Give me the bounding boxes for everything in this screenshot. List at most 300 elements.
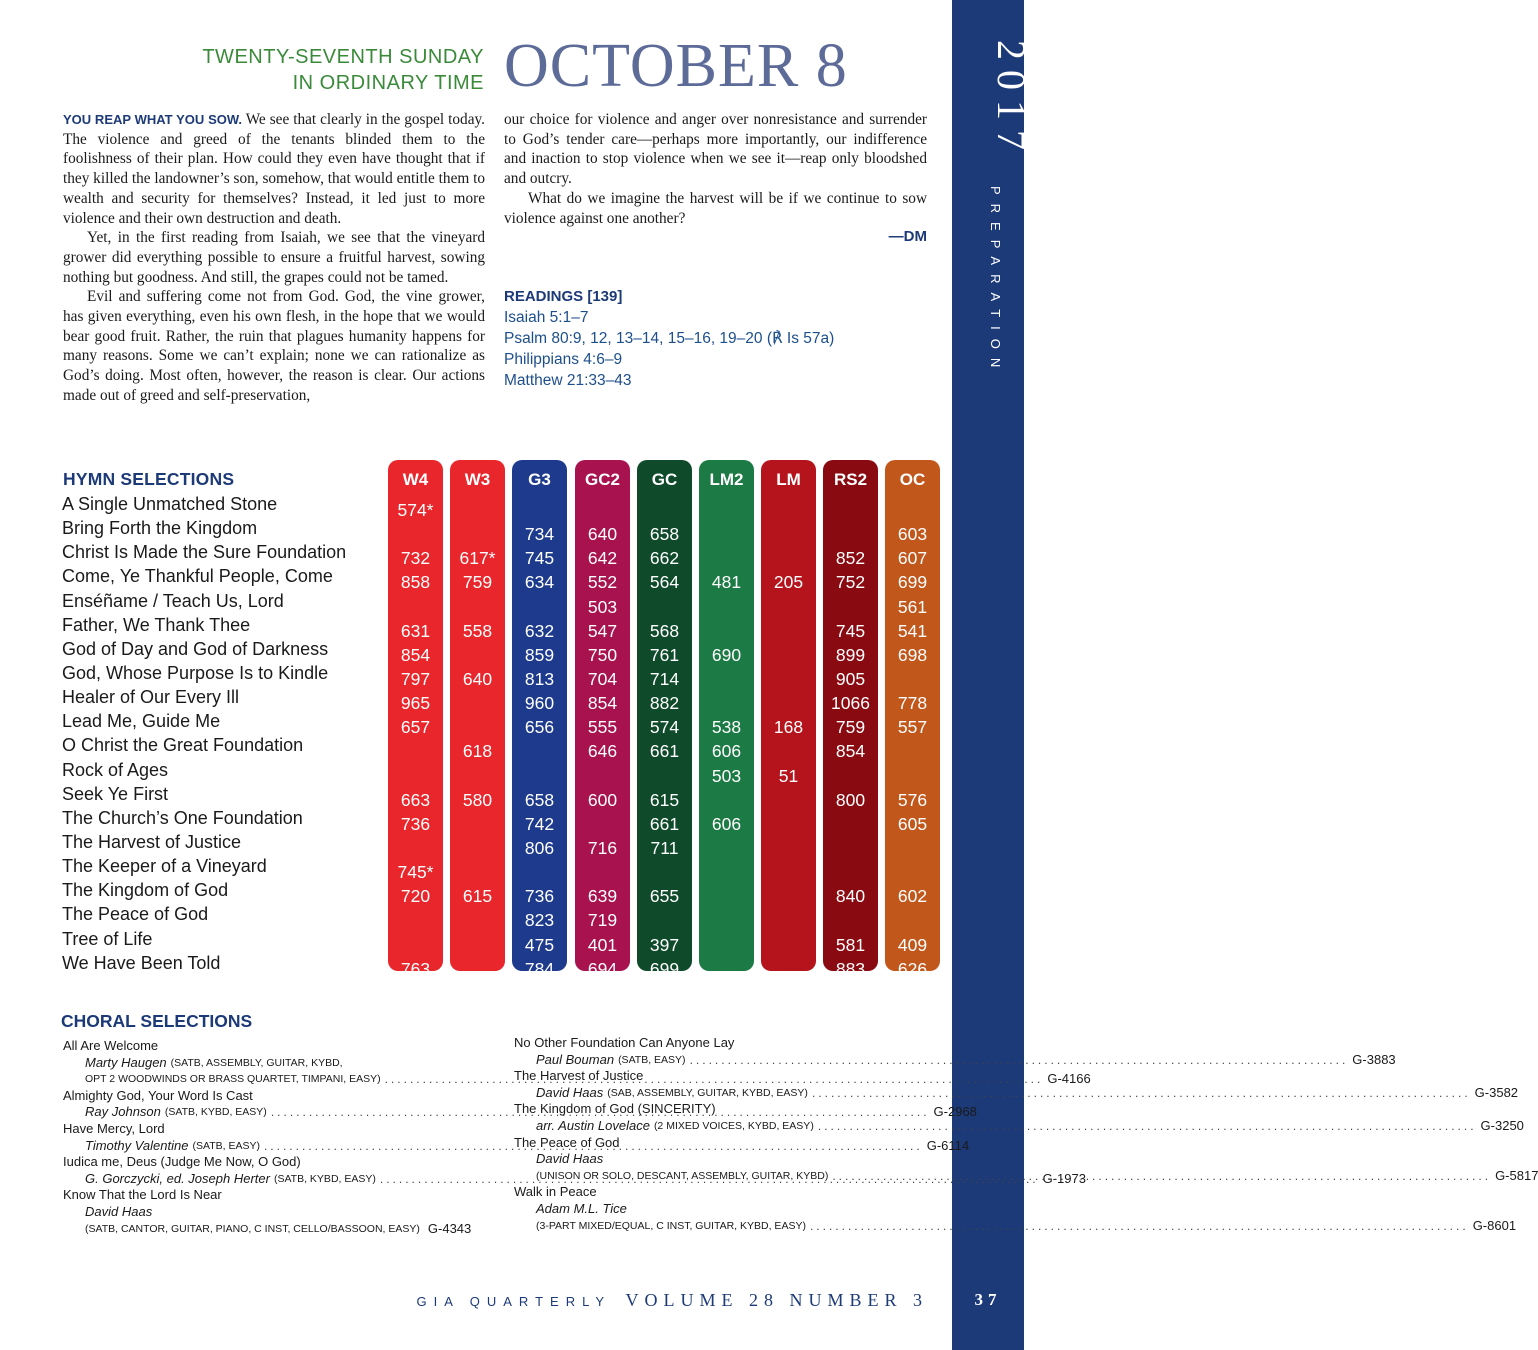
hymn-name: The Keeper of a Vineyard — [62, 856, 267, 877]
hymn-name: God of Day and God of Darkness — [62, 638, 329, 659]
hymn-number-cell: 694 — [587, 958, 618, 979]
hymn-number-cell — [512, 739, 567, 763]
hymn-number-cell: 646 — [587, 741, 618, 762]
hymn-name: A Single Unmatched Stone — [62, 494, 278, 514]
hymn-name: Father, We Thank Thee — [62, 614, 251, 635]
choral-piece-detail — [514, 1201, 929, 1218]
hymn-number-cell — [450, 812, 505, 836]
hymn-number-cell: 704 — [587, 668, 618, 689]
footer-publication: GIA QUARTERLY — [416, 1294, 612, 1309]
hymn-number-cell — [388, 595, 443, 619]
hymn-number-cell: 882 — [649, 693, 680, 714]
choral-piece-detail — [514, 1117, 1524, 1135]
hymn-number-cell: 205 — [773, 572, 804, 593]
hymn-number-cell: 655 — [649, 886, 680, 907]
hymn-number-cell: 574 — [649, 717, 680, 738]
choral-piece-detail-continued — [63, 1220, 472, 1238]
hymn-number-cell — [885, 667, 940, 691]
choral-voicing: (SATB, KYBD, EASY) — [164, 1106, 267, 1119]
choral-catalog-code: G-2968 — [933, 1104, 977, 1120]
reflection-paragraph-1 — [63, 110, 485, 228]
hymn-number-cell: 778 — [897, 693, 928, 714]
page-date-title: OCTOBER 8 — [504, 32, 848, 100]
hymn-number-cell: 716 — [587, 837, 618, 858]
hymnal-column-g3 — [512, 460, 567, 979]
hymn-number-cell — [885, 498, 940, 522]
hymn-number-cell — [761, 643, 816, 667]
reflection-column-left — [63, 110, 485, 406]
reading-item: Matthew 21:33–43 — [504, 372, 632, 389]
hymn-number-cell: 615 — [462, 886, 493, 907]
choral-composer: David Haas — [536, 1151, 604, 1167]
hymn-number-cell: 813 — [524, 668, 555, 689]
reflection-paragraph-5: What do we imagine the harvest will be if we continue to sow violence against one another? — [504, 189, 927, 227]
hymn-number-cell: 603 — [897, 524, 928, 545]
hymn-number-cell: 580 — [462, 789, 493, 810]
hymn-number-cell: 658 — [649, 524, 680, 545]
hymn-number-cell: 606 — [711, 741, 742, 762]
hymn-number-cell: 600 — [587, 789, 618, 810]
choral-voicing: (2 MIXED VOICES, KYBD, EASY) — [653, 1119, 814, 1132]
hymn-number-cell: 631 — [400, 620, 431, 641]
hymn-number-cell: 840 — [835, 886, 866, 907]
choral-piece-detail — [63, 1204, 453, 1221]
hymn-number-cell: 640 — [587, 524, 618, 545]
hymn-number-cell — [761, 957, 816, 981]
hymn-number-cell: 965 — [400, 693, 431, 714]
hymn-number-cell: 759 — [462, 572, 493, 593]
liturgical-day-line-2: IN ORDINARY TIME — [292, 72, 484, 94]
hymn-name: Bring Forth the Kingdom — [62, 518, 258, 539]
hymn-number-cell: 711 — [650, 837, 679, 858]
hymnal-column-w4 — [388, 460, 443, 979]
hymn-name-list — [62, 492, 392, 975]
hymn-number-cell — [388, 908, 443, 932]
hymn-selections-title: HYMN SELECTIONS — [63, 469, 235, 489]
choral-catalog-code: G-1973 — [1042, 1170, 1086, 1186]
hymn-number-cell: 538 — [711, 717, 742, 738]
choral-piece-detail — [514, 1084, 1519, 1102]
hymn-name: Christ Is Made the Sure Foundation — [62, 542, 347, 563]
hymn-number-cell: 719 — [587, 910, 618, 931]
hymn-number-cell — [637, 860, 692, 884]
hymn-number-cell — [885, 860, 940, 884]
hymn-number-cell — [575, 812, 630, 836]
reflection-column-right — [504, 110, 927, 228]
hymnal-column-header: W3 — [464, 470, 491, 489]
reflection-lead: YOU REAP WHAT YOU SOW. — [63, 112, 243, 127]
hymn-number-cell — [699, 667, 754, 691]
choral-piece-title: The Kingdom of God (SINCERITY) — [514, 1101, 716, 1117]
reading-item: Psalm 80:9, 12, 13–14, 15–16, 19–20 (℟ Is 57a) — [504, 330, 835, 347]
choral-piece-detail — [63, 1055, 453, 1072]
choral-piece-detail — [514, 1051, 1396, 1069]
choral-catalog-code: G-3883 — [1352, 1051, 1396, 1067]
hymn-number-cell — [450, 933, 505, 957]
hymnal-column-lm2 — [699, 460, 754, 971]
hymn-number-cell — [699, 957, 754, 981]
hymn-number-cell: 658 — [524, 789, 555, 810]
hymn-name: Come, Ye Thankful People, Come — [62, 566, 333, 587]
leader-dots — [812, 1085, 1471, 1102]
page-footer — [398, 1290, 928, 1311]
choral-composer: G. Gorczycki, ed. Joseph Herter — [85, 1170, 270, 1186]
choral-voicing: (SATB, ASSEMBLY, GUITAR, KYBD, — [170, 1056, 343, 1069]
hymn-number-cell — [761, 884, 816, 908]
hymn-number-cell: 574* — [397, 500, 434, 520]
hymn-number-cell — [450, 643, 505, 667]
hymn-number-cell: 823 — [524, 910, 555, 931]
reflection-signature: —DM — [888, 228, 927, 245]
hymn-number-cell — [823, 908, 878, 932]
hymn-number-cell — [699, 836, 754, 860]
hymn-number-cell — [761, 788, 816, 812]
hymn-number-cell — [699, 619, 754, 643]
leader-dots — [690, 1052, 1349, 1069]
readings-section — [504, 286, 944, 391]
hymn-number-cell: 742 — [524, 813, 555, 834]
choral-composer: arr. Austin Lovelace — [536, 1117, 650, 1133]
hymn-number-cell: 602 — [897, 886, 928, 907]
hymn-name: We Have Been Told — [62, 952, 221, 973]
choral-composer: David Haas — [536, 1084, 604, 1100]
hymnal-column-w3 — [450, 460, 505, 971]
hymnal-column-header: GC — [651, 470, 678, 489]
choral-catalog-code: G-5817 — [1495, 1167, 1538, 1183]
hymn-number-cell: 626 — [897, 958, 928, 979]
hymn-number-cell: 720 — [400, 886, 431, 907]
hymn-number-cell — [637, 908, 692, 932]
hymn-number-cell — [823, 812, 878, 836]
choral-piece-title: The Peace of God — [514, 1134, 620, 1150]
hymn-number-cell — [761, 619, 816, 643]
hymn-number-cell: 481 — [711, 572, 742, 593]
choral-composer: David Haas — [85, 1203, 153, 1219]
hymn-number-cell — [823, 764, 878, 788]
hymn-number-cell — [512, 860, 567, 884]
hymn-number-cell: 663 — [400, 789, 431, 810]
hymn-number-cell — [388, 933, 443, 957]
hymn-name: Healer of Our Every Ill — [62, 687, 240, 708]
hymn-number-cell: 642 — [587, 548, 618, 569]
hymn-number-cell: 905 — [835, 668, 866, 689]
hymn-number-cell — [699, 595, 754, 619]
hymn-name: God, Whose Purpose Is to Kindle — [62, 662, 329, 683]
hymn-number-cell: 858 — [400, 572, 431, 593]
hymn-number-cell: 852 — [835, 548, 866, 569]
hymn-number-cell: 555 — [587, 717, 618, 738]
choral-voicing: OPT 2 WOODWINDS OR BRASS QUARTET, TIMPANI, EASY) — [85, 1073, 381, 1086]
hymn-number-cell: 699 — [897, 572, 928, 593]
hymn-name: Enséñame / Teach Us, Lord — [62, 590, 284, 611]
choral-piece-title: No Other Foundation Can Anyone Lay — [514, 1035, 735, 1050]
hymn-number-cell — [761, 691, 816, 715]
hymn-number-cell — [388, 764, 443, 788]
page-number: 37 — [974, 1290, 1002, 1309]
reflection-paragraph-3: Evil and suffering come not from God. God, the vine grower, has given everything, even his own flesh, in the hope that we would bear good fruit. Rather, the ruin that plagues humanity happens for many reasons. Some we can’t explain; none we can rationalize as God’s doing. Most often, however, the reason is clear. Our actions made out of greed and self-preservation, — [63, 288, 485, 404]
hymn-number-cell — [637, 764, 692, 788]
hymnal-column-header: GC2 — [585, 470, 620, 489]
hymn-number-cell — [450, 498, 505, 522]
hymn-number-cell: 639 — [587, 886, 618, 907]
choral-catalog-code: G-6114 — [926, 1137, 970, 1153]
hymn-number-cell — [699, 788, 754, 812]
hymn-name: The Kingdom of God — [62, 880, 229, 901]
hymn-number-cell — [450, 957, 505, 981]
hymn-number-cell: 617* — [459, 548, 496, 569]
choral-catalog-code: G-3582 — [1474, 1084, 1519, 1100]
hymnal-column-header: LM — [776, 470, 801, 489]
hymn-number-cell: 634 — [524, 572, 555, 593]
hymn-number-cell: 568 — [649, 620, 680, 641]
footer-volume: VOLUME 28 NUMBER 3 — [625, 1290, 928, 1310]
hymn-number-cell: 745 — [524, 548, 555, 569]
hymn-number-cell: 806 — [524, 837, 555, 858]
hymnal-column-header: W4 — [402, 470, 429, 489]
hymn-number-cell: 618 — [462, 741, 493, 762]
hymn-number-cell — [575, 860, 630, 884]
hymn-number-cell: 784 — [524, 958, 555, 979]
band-year: 2017 — [989, 40, 1034, 160]
choral-piece-title: Know That the Lord Is Near — [63, 1187, 222, 1203]
hymn-number-cell: 632 — [524, 620, 555, 641]
hymn-number-cell — [637, 595, 692, 619]
choral-piece-title: All Are Welcome — [63, 1038, 159, 1053]
hymn-number-cell — [450, 836, 505, 860]
hymn-number-cell: 714 — [649, 668, 680, 689]
hymn-name: Lead Me, Guide Me — [62, 711, 221, 732]
hymn-number-cell: 607 — [897, 548, 928, 569]
hymn-number-cell — [699, 908, 754, 932]
hymn-number-cell — [512, 498, 567, 522]
hymn-number-cell — [761, 933, 816, 957]
hymn-number-cell — [885, 836, 940, 860]
hymn-number-cell: 576 — [897, 789, 928, 810]
hymn-number-cell: 606 — [711, 813, 742, 834]
hymn-number-cell — [885, 764, 940, 788]
hymn-name: Seek Ye First — [62, 783, 169, 804]
choral-piece-title: The Harvest of Justice — [514, 1068, 644, 1084]
leader-dots — [832, 1168, 1491, 1185]
hymn-number-cell: 475 — [524, 934, 555, 955]
hymnal-column-gc — [637, 460, 692, 979]
choral-composer: Marty Haugen — [85, 1054, 167, 1070]
hymn-number-cell — [699, 546, 754, 570]
choral-voicing: (SAB, ASSEMBLY, GUITAR, KYBD, EASY) — [607, 1086, 808, 1099]
reflection-p1-text: We see that clearly in the gospel today. The violence and greed of the tenants blinded them to the foolishness of their plan. How could they even have thought that if they killed the landowner’s son, somehow, that would entitle them to wealth and security for themselves? Instead, it led just to more violence and their own destruction and death. — [63, 111, 485, 227]
hymn-number-cell — [761, 522, 816, 546]
reflection-paragraph-2: Yet, in the first reading from Isaiah, we see that the vineyard grower did everything possible to ensure a fruitful harvest, sowing nothing but goodness. And still, the grapes could not be tamed. — [63, 229, 485, 286]
hymn-number-cell: 662 — [649, 548, 680, 569]
hymn-number-cell: 640 — [462, 668, 493, 689]
choral-piece-title: Iudica me, Deus (Judge Me Now, O God) — [63, 1154, 301, 1170]
hymn-number-cell — [823, 522, 878, 546]
hymn-number-cell: 736 — [524, 886, 555, 907]
hymnal-column-oc — [885, 460, 940, 979]
hymn-number-cell: 690 — [711, 644, 742, 665]
hymn-number-cell: 854 — [400, 644, 431, 665]
choral-voicing: (SATB, CANTOR, GUITAR, PIANO, C INST, CELLO/BASSOON, EASY) — [85, 1222, 420, 1235]
hymn-number-cell — [699, 860, 754, 884]
hymn-number-cell — [761, 812, 816, 836]
band-section-label: PREPARATION — [988, 186, 1003, 377]
hymn-name: The Peace of God — [62, 904, 209, 925]
hymn-number-cell — [761, 595, 816, 619]
choral-piece-title: Walk in Peace — [514, 1184, 597, 1200]
hymn-number-cell: 564 — [649, 572, 680, 593]
hymn-number-cell — [450, 691, 505, 715]
hymn-number-cell: 750 — [587, 644, 618, 665]
hymnal-column-header: OC — [899, 470, 926, 489]
hymn-number-cell — [575, 764, 630, 788]
choral-composer: Ray Johnson — [85, 1104, 161, 1120]
hymn-number-cell — [761, 739, 816, 763]
hymn-number-cell — [761, 498, 816, 522]
choral-piece-detail — [514, 1151, 929, 1168]
readings-title: READINGS [139] — [504, 288, 623, 305]
hymn-number-cell: 1066 — [831, 693, 870, 714]
liturgical-day-line-1: TWENTY-SEVENTH SUNDAY — [202, 46, 484, 68]
hymn-number-cell: 661 — [649, 741, 680, 762]
hymn-number-cell — [575, 498, 630, 522]
hymn-number-cell: 541 — [897, 620, 928, 641]
liturgical-day-title — [160, 44, 484, 96]
hymn-name: Rock of Ages — [62, 759, 169, 780]
hymn-number-cell: 800 — [835, 789, 866, 810]
hymnal-column-rs2 — [823, 460, 878, 979]
hymn-number-cell: 661 — [649, 813, 680, 834]
choral-voicing: (SATB, KYBD, EASY) — [273, 1172, 376, 1185]
hymn-number-cell: 960 — [524, 693, 555, 714]
hymn-number-cell — [637, 498, 692, 522]
hymn-number-cell: 552 — [587, 572, 618, 593]
hymn-number-cell: 854 — [587, 693, 618, 714]
hymn-number-cell — [885, 739, 940, 763]
hymn-number-cell — [699, 522, 754, 546]
choral-composer: Paul Bouman — [536, 1051, 615, 1067]
hymn-number-cell — [450, 522, 505, 546]
hymn-number-cell: 409 — [897, 934, 928, 955]
choral-catalog-code: G-4343 — [427, 1220, 472, 1236]
choral-catalog-code: G-8601 — [1472, 1217, 1517, 1233]
hymn-number-cell: 699 — [649, 958, 680, 979]
hymn-number-cell: 763 — [400, 958, 431, 979]
hymn-number-cell — [450, 764, 505, 788]
hymn-number-cell — [885, 908, 940, 932]
hymn-number-cell — [699, 933, 754, 957]
hymn-number-cell: 557 — [897, 717, 928, 738]
choral-piece-title: Almighty God, Your Word Is Cast — [63, 1087, 253, 1103]
choral-selections-title: CHORAL SELECTIONS — [61, 1011, 253, 1031]
hymn-number-cell: 605 — [897, 813, 928, 834]
hymn-number-cell — [450, 715, 505, 739]
choral-voicing: (UNISON OR SOLO, DESCANT, ASSEMBLY, GUITAR, KYBD) — [536, 1169, 829, 1182]
hymn-name: O Christ the Great Foundation — [62, 735, 304, 756]
hymn-number-cell — [388, 522, 443, 546]
hymnal-column-header: LM2 — [709, 470, 744, 489]
hymn-number-cell: 797 — [400, 668, 431, 689]
hymn-number-cell: 547 — [587, 620, 618, 641]
hymn-number-cell: 752 — [835, 572, 866, 593]
hymn-number-cell: 656 — [524, 717, 555, 738]
hymn-number-cell: 561 — [897, 596, 928, 617]
hymnal-column-lm — [761, 460, 816, 971]
hymn-number-cell — [388, 836, 443, 860]
choral-catalog-code: G-3250 — [1480, 1117, 1524, 1133]
hymn-number-cell: 745* — [397, 862, 434, 883]
hymn-number-cell: 168 — [773, 717, 804, 738]
hymn-number-cell — [823, 595, 878, 619]
hymn-number-cell: 615 — [649, 789, 680, 810]
hymn-number-cell: 732 — [400, 548, 431, 569]
choral-voicing: (3-PART MIXED/EQUAL, C INST, GUITAR, KYBD, EASY) — [536, 1219, 806, 1232]
hymnal-column-header: G3 — [528, 470, 551, 489]
hymn-number-cell — [761, 836, 816, 860]
hymn-number-cell: 736 — [400, 813, 431, 834]
hymn-number-cell — [761, 546, 816, 570]
hymn-number-cell — [823, 498, 878, 522]
leader-dots — [810, 1218, 1469, 1235]
hymn-number-cell — [761, 667, 816, 691]
hymn-number-cell: 899 — [835, 644, 866, 665]
hymn-number-cell — [699, 884, 754, 908]
hymn-number-cell — [699, 498, 754, 522]
hymn-number-cell — [699, 691, 754, 715]
hymn-number-cell — [512, 764, 567, 788]
choral-voicing: (SATB, EASY) — [618, 1053, 686, 1066]
hymn-number-cell — [761, 860, 816, 884]
choral-piece-detail-continued — [514, 1217, 1517, 1235]
hymn-number-cell — [823, 860, 878, 884]
hymn-number-cell — [823, 836, 878, 860]
hymn-number-cell: 883 — [835, 958, 866, 979]
choral-catalog-code: G-4166 — [1047, 1071, 1091, 1087]
hymn-name: Tree of Life — [62, 928, 153, 949]
hymn-number-cell: 503 — [711, 765, 742, 786]
hymn-number-cell: 657 — [400, 717, 431, 738]
hymn-number-cell: 761 — [649, 644, 680, 665]
hymn-number-cell: 401 — [587, 934, 618, 955]
hymn-number-cell — [450, 860, 505, 884]
hymn-number-cell — [450, 595, 505, 619]
hymnal-column-gc2 — [575, 460, 630, 979]
hymn-number-cell: 698 — [897, 644, 928, 665]
hymn-number-cell: 397 — [649, 934, 680, 955]
hymn-number-cell: 745 — [835, 620, 866, 641]
hymn-number-cell — [512, 595, 567, 619]
choral-composer: Adam M.L. Tice — [536, 1200, 627, 1216]
leader-dots — [818, 1118, 1477, 1135]
choral-composer: Timothy Valentine — [85, 1137, 189, 1153]
hymn-number-cell: 759 — [835, 717, 866, 738]
hymn-number-cell — [388, 739, 443, 763]
reflection-paragraph-4: our choice for violence and anger over nonresistance and surrender to God’s tender care—perhaps more importantly, our indifference and inaction to stop violence when we see it—reap only bloodshed and outcry. — [504, 111, 927, 188]
hymn-number-cell: 503 — [587, 596, 618, 617]
reading-item: Isaiah 5:1–7 — [504, 309, 589, 326]
reading-item: Philippians 4:6–9 — [504, 351, 623, 368]
choral-voicing: (SATB, EASY) — [192, 1139, 260, 1152]
hymn-name: The Harvest of Justice — [62, 831, 242, 852]
hymn-number-cell: 558 — [462, 620, 493, 641]
hymn-number-cell: 581 — [835, 934, 866, 955]
hymn-number-cell — [761, 908, 816, 932]
hymn-number-cell: 854 — [835, 741, 866, 762]
hymn-number-cell: 51 — [778, 765, 799, 786]
hymn-number-cell: 859 — [524, 644, 555, 665]
hymnal-column-header: RS2 — [833, 470, 868, 489]
hymn-number-cell — [450, 908, 505, 932]
hymn-name: The Church’s One Foundation — [62, 807, 303, 828]
